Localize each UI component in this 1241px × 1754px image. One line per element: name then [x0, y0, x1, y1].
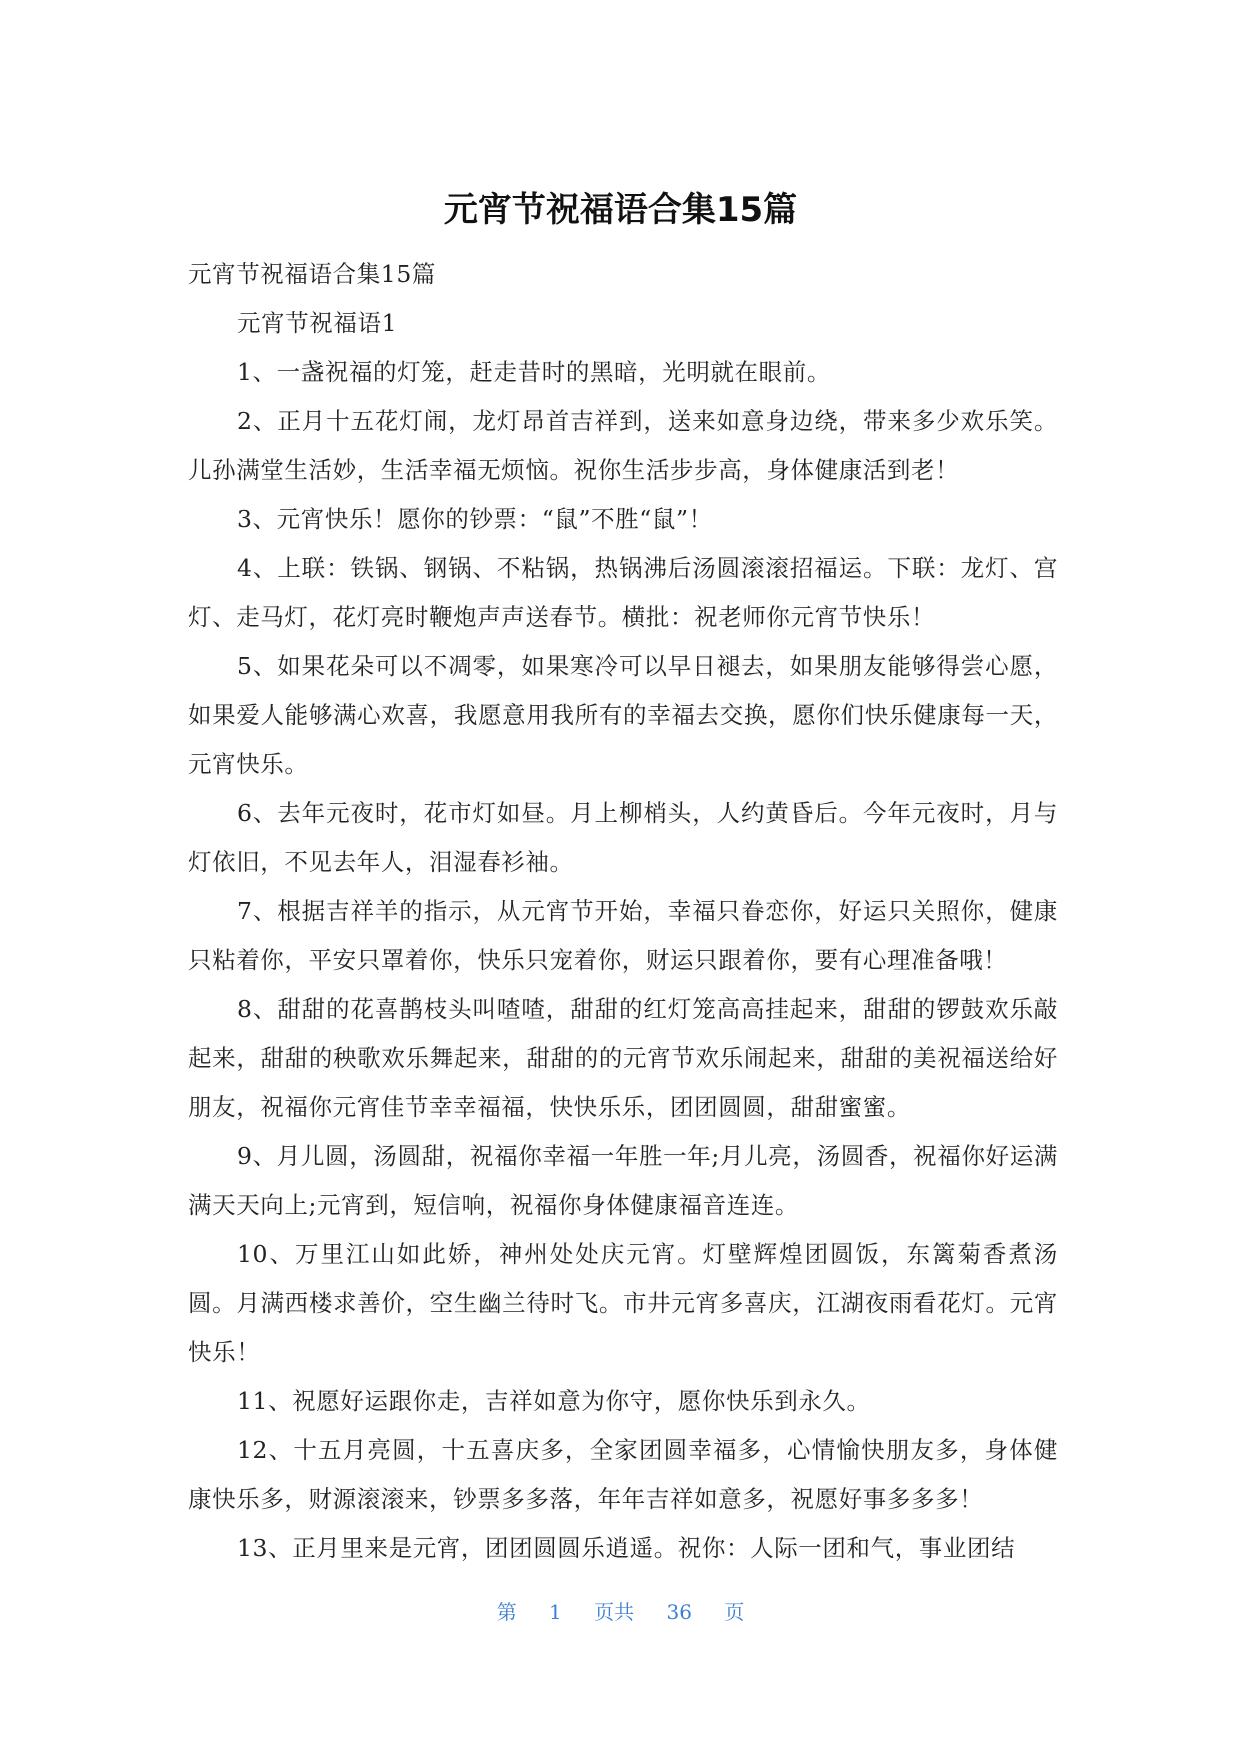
document-title: 元宵节祝福语合集15篇 — [443, 190, 798, 230]
document-subtitle: 元宵节祝福语合集15篇 — [188, 260, 437, 288]
paragraph: 10、万里江山如此娇，神州处处庆元宵。灯壁辉煌团圆饭，东篱菊香煮汤圆。月满西楼求善价，空生幽兰待时飞。市井元宵多喜庆，江湖夜雨看花灯。元宵快乐！ — [188, 1240, 1058, 1366]
footer-of-label: 页共 — [594, 1600, 635, 1624]
paragraph: 4、上联：铁锅、钢锅、不粘锅，热锅沸后汤圆滚滚招福运。下联：龙灯、宫灯、走马灯，花灯亮时鞭炮声声送春节。横批：祝老师你元宵节快乐！ — [188, 554, 1058, 631]
footer-page-label: 第 — [496, 1600, 517, 1624]
footer-total-pages: 36 — [666, 1600, 692, 1624]
paragraph: 11、祝愿好运跟你走，吉祥如意为你守，愿你快乐到永久。 — [237, 1387, 871, 1415]
paragraph: 6、去年元夜时，花市灯如昼。月上柳梢头，人约黄昏后。今年元夜时，月与灯依旧，不见去年人，泪湿春衫袖。 — [188, 799, 1058, 876]
footer-pages-suffix: 页 — [724, 1600, 745, 1624]
paragraph: 9、月儿圆，汤圆甜，祝福你幸福一年胜一年;月儿亮，汤圆香，祝福你好运满满天天向上;元宵到，短信响，祝福你身体健康福音连连。 — [188, 1142, 1058, 1219]
paragraph: 5、如果花朵可以不凋零，如果寒冷可以早日褪去，如果朋友能够得尝心愿，如果爱人能够满心欢喜，我愿意用我所有的幸福去交换，愿你们快乐健康每一天，元宵快乐。 — [188, 652, 1058, 778]
section-heading: 元宵节祝福语1 — [237, 309, 398, 337]
footer-current-page: 1 — [549, 1600, 562, 1624]
paragraph: 2、正月十五花灯闹，龙灯昂首吉祥到，送来如意身边绕，带来多少欢乐笑。儿孙满堂生活妙，生活幸福无烦恼。祝你生活步步高，身体健康活到老！ — [188, 407, 1058, 484]
paragraph: 1、一盏祝福的灯笼，赶走昔时的黑暗，光明就在眼前。 — [237, 358, 831, 386]
document-body — [188, 250, 1058, 1573]
paragraph: 12、十五月亮圆，十五喜庆多，全家团圆幸福多，心情愉快朋友多，身体健康快乐多，财源滚滚来，钞票多多落，年年吉祥如意多，祝愿好事多多多！ — [188, 1436, 1058, 1513]
paragraph: 13、正月里来是元宵，团团圆圆乐逍遥。祝你：人际一团和气，事业团结 — [237, 1534, 1016, 1562]
page-footer — [0, 1596, 1241, 1625]
paragraph: 8、甜甜的花喜鹊枝头叫喳喳，甜甜的红灯笼高高挂起来，甜甜的锣鼓欢乐敲起来，甜甜的秧歌欢乐舞起来，甜甜的的元宵节欢乐闹起来，甜甜的美祝福送给好朋友，祝福你元宵佳节幸幸福福，快快乐乐，团团圆圆，甜甜蜜蜜。 — [188, 995, 1058, 1121]
paragraph: 7、根据吉祥羊的指示，从元宵节开始，幸福只眷恋你，好运只关照你，健康只粘着你，平安只罩着你，快乐只宠着你，财运只跟着你，要有心理准备哦！ — [188, 897, 1058, 974]
paragraph: 3、元宵快乐！愿你的钞票：“鼠”不胜“鼠”！ — [237, 505, 713, 533]
